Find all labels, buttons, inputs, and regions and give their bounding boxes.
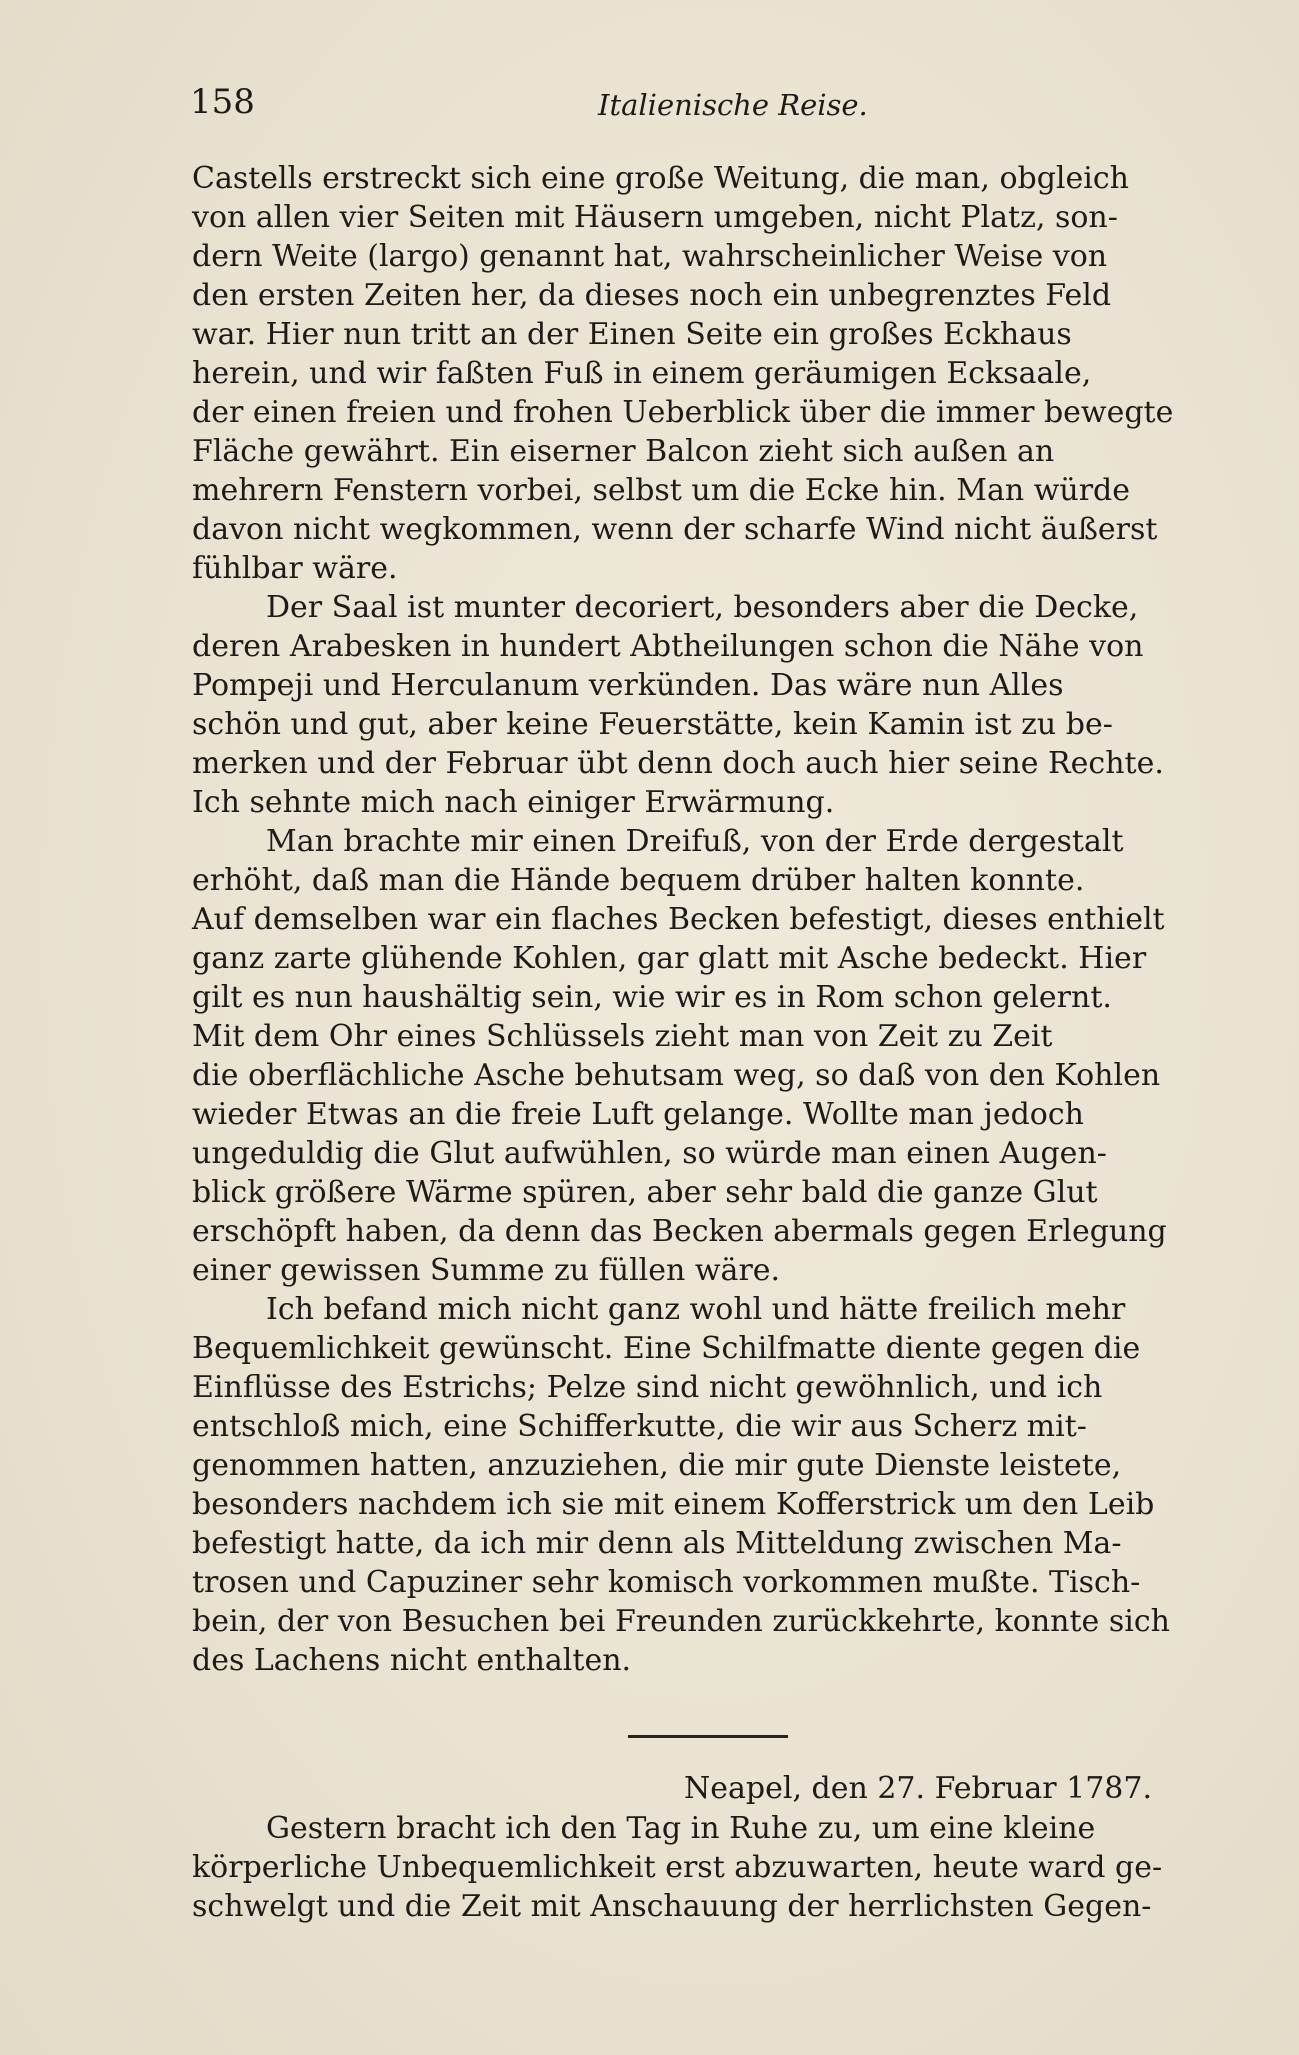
text-line: Fläche gewährt. Ein eiserner Balcon zieht sich außen an [192, 434, 1055, 469]
text-line: von allen vier Seiten mit Häusern umgeben, nicht Platz, son- [192, 200, 1118, 235]
text-line: des Lachens nicht enthalten. [192, 1643, 632, 1678]
text-line: gilt es nun haushältig sein, wie wir es in Rom schon gelernt. [192, 980, 1112, 1015]
running-title: Italienische Reise. [598, 88, 868, 122]
text-line: Bequemlichkeit gewünscht. Eine Schilfmatte diente gegen die [192, 1331, 1141, 1366]
text-line: war. Hier nun tritt an der Einen Seite ein großes Eckhaus [192, 317, 1072, 352]
text-line: ungeduldig die Glut aufwühlen, so würde man einen Augen- [192, 1136, 1107, 1171]
text-line: Mit dem Ohr eines Schlüssels zieht man von Zeit zu Zeit [192, 1019, 1053, 1054]
text-line: befestigt hatte, da ich mir denn als Mitteldung zwischen Ma- [192, 1526, 1122, 1561]
text-line: Man brachte mir einen Dreifuß, von der Erde dergestalt [266, 824, 1124, 859]
text-line: merken und der Februar übt denn doch auch hier seine Rechte. [192, 746, 1164, 781]
text-line: Gestern bracht ich den Tag in Ruhe zu, um eine kleine [266, 1811, 1096, 1846]
text-line: entschloß mich, eine Schifferkutte, die wir aus Scherz mit- [192, 1409, 1087, 1444]
text-line: fühlbar wäre. [192, 551, 398, 586]
text-line: Ich sehnte mich nach einiger Erwärmung. [192, 785, 835, 820]
text-line: die oberflächliche Asche behutsam weg, so daß von den Kohlen [192, 1058, 1161, 1093]
page-number: 158 [190, 82, 255, 122]
text-line: Pompeji und Herculanum verkünden. Das wäre nun Alles [192, 668, 1064, 703]
text-line: Castells erstreckt sich eine große Weitung, die man, obgleich [192, 161, 1129, 196]
text-line: ganz zarte glühende Kohlen, gar glatt mit Asche bedeckt. Hier [192, 941, 1147, 976]
text-line: besonders nachdem ich sie mit einem Kofferstrick um den Leib [192, 1487, 1155, 1522]
section-divider [628, 1735, 788, 1738]
text-line: genommen hatten, anzuziehen, die mir gute Dienste leistete, [192, 1448, 1122, 1483]
text-line: einer gewissen Summe zu füllen wäre. [192, 1253, 781, 1288]
text-line: Auf demselben war ein flaches Becken befestigt, dieses enthielt [192, 902, 1165, 937]
dateline: Neapel, den 27. Februar 1787. [684, 1771, 1153, 1806]
text-line: mehrern Fenstern vorbei, selbst um die Ecke hin. Man würde [192, 473, 1131, 508]
text-line: schwelgt und die Zeit mit Anschauung der herrlichsten Gegen- [192, 1889, 1152, 1924]
text-line: erschöpft haben, da denn das Becken abermals gegen Erlegung [192, 1214, 1167, 1249]
text-line: der einen freien und frohen Ueberblick über die immer bewegte [192, 395, 1174, 430]
text-line: Der Saal ist munter decoriert, besonders aber die Decke, [266, 590, 1139, 625]
text-line: wieder Etwas an die freie Luft gelange. Wollte man jedoch [192, 1097, 1084, 1132]
text-line: dern Weite (largo) genannt hat, wahrscheinlicher Weise von [192, 239, 1108, 274]
text-line: Einflüsse des Estrichs; Pelze sind nicht gewöhnlich, und ich [192, 1370, 1103, 1405]
text-line: blick größere Wärme spüren, aber sehr bald die ganze Glut [192, 1175, 1098, 1210]
text-line: den ersten Zeiten her, da dieses noch ein unbegrenztes Feld [192, 278, 1112, 313]
text-line: bein, der von Besuchen bei Freunden zurückkehrte, konnte sich [192, 1604, 1170, 1639]
text-line: herein, und wir faßten Fuß in einem geräumigen Ecksaale, [192, 356, 1092, 391]
text-line: Ich befand mich nicht ganz wohl und hätte freilich mehr [266, 1292, 1126, 1327]
text-line: erhöht, daß man die Hände bequem drüber halten konnte. [192, 863, 1085, 898]
text-line: körperliche Unbequemlichkeit erst abzuwarten, heute ward ge- [192, 1850, 1163, 1885]
text-line: schön und gut, aber keine Feuerstätte, kein Kamin ist zu be- [192, 707, 1113, 742]
text-line: davon nicht wegkommen, wenn der scharfe Wind nicht äußerst [192, 512, 1158, 547]
text-line: deren Arabesken in hundert Abtheilungen schon die Nähe von [192, 629, 1144, 664]
text-line: trosen und Capuziner sehr komisch vorkommen mußte. Tisch- [192, 1565, 1141, 1600]
